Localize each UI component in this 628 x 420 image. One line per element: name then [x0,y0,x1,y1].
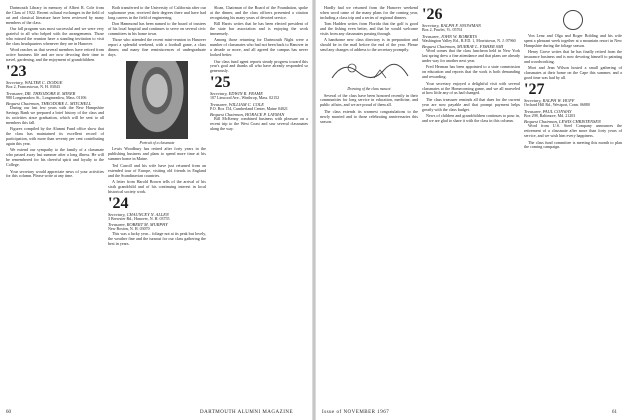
paragraph: Hardly had we returned from the Hanover weekend when word came of the many plans for the coming year, including a class trip and a series of regional dinners. [320,6,418,20]
paragraph: Fred Herman has been appointed to a state commission on education and reports that the work is both demanding and rewarding. [422,64,520,80]
page-number-left: 60 [6,410,11,415]
class-year-heading: '27 [524,81,545,99]
paragraph: The class treasurer reminds all that dues for the current year are now payable and that prompt payment helps greatly with the class budget. [422,96,520,112]
secretary-address: Box 2, Francestown, N. H. 03043 [6,83,60,89]
paragraph: Those who attended the recent mini-reunion in Hanover report a splendid weekend, with a football game, a class dinner, and many fine reminiscences of undergraduate days. [108,37,206,58]
treasurer-address: Box 298, Baltimore, Md. 21203 [524,112,576,118]
secretary-line: Secretary, CHAUNCEY N. ALLEN [108,211,169,217]
secretary-address: 107 Linwood Ave., Winthrop, Mass. 02152 [210,95,280,101]
paragraph: Von Lenz and Olga and Roger Bolding and his wife spent a pleasant week together at a mountain resort in New Hampshire during the foliage season. [524,33,622,48]
treasurer-line: Treasurer, JOHN W. ROBERTS [422,33,478,39]
paragraph: This was a lucky year... foliage not at its peak but lovely, the weather fine and the turnout for our class gathering the best in years. [108,230,206,246]
paragraph: Lewis Woodbury has retired after forty years in the publishing business and plans to spend more time at his summer home in Maine. [108,146,206,162]
treasurer-address: 980 Longmeadow St., Longmeadow, Mass. 01106 [6,94,87,100]
paragraph: Figures compiled by the Alumni Fund office show that the class has maintained its excellent record of participation, with more than seventy per cent contributing again this year. [6,126,104,146]
paragraph: Bill McKenny combined business with pleasure on a recent trip to the West Coast and saw several classmates along the way. [210,116,308,132]
paragraph: We extend our sympathy to the family of a classmate who passed away last summer after a long illness. He will be remembered for his cheerful spirit and loyalty to the College. [6,147,104,168]
secretary-line: Secretary, EDWIN R. FRAME [210,91,263,97]
footer-issue-date: Issue of NOVEMBER 1967 [322,410,390,415]
treasurer-line: Treasurer, DR. THEODORE R. MINER [6,90,76,96]
treasurer-line: Treasurer, PAUL CONWAY [524,108,572,114]
bequest-chairman-line: Bequest Chairman, HORACE P. LAYMAN [210,112,285,118]
secretary-line: Secretary, WALTER C. DODGE [6,79,63,85]
secretary-address: Orchard Hill Rd., Westport, Conn. 06880 [524,102,590,108]
paragraph: Our fall program was most successful and we were very grateful to all who helped with the arrangements. Those who missed the reunion have a standing invitation to visit the class headquarters whenever they are in Hanover. [6,26,104,46]
class-year-heading: '24 [108,194,129,212]
paragraph: Sloan, Chairman of the Board of the Foundation, spoke at the dinner, and the class officers presented a citation recognizing his many years of devoted service. [210,6,308,20]
treasurer-address: Washington Valley Rd., R.F.D. 1, Morristown, N. J. 07960 [422,37,516,43]
bequest-chairman-line: Bequest Chairman, LEWIS CHRISTENSEN [524,119,601,125]
paragraph: Both transferred to the University of California after our sophomore year, received their degrees there and have had long careers in the field of engineering. [108,6,206,20]
paragraph: Dartmouth Library in memory of Albert R. Cole from the Class of 1922. Recent cultural exchanges in the field of art and classical literature have been reviewed by many members of the class. [6,6,104,25]
treasurer-address: New Boston, N. H. 03070 [108,226,150,232]
paragraph: News of children and grandchildren continues to pour in, and we are glad to share it with the class in this column. [422,113,520,123]
paragraph: A letter from Harold Brown tells of the arrival of his sixth grandchild and of his continuing interest in local historical society work. [108,178,206,194]
treasurer-line: Treasurer, WILLIAM C. COLE [210,101,264,107]
secretary-line: Secretary, RALPH F. SNOWMAN [422,23,481,28]
paragraph: Word reaches us that several members have retired from active business life and are now devoting their time to travel, gardening, and the enjoyment of grandchildren. [6,47,104,63]
bequest-chairman-line: Bequest Chairman, MURRAY L. FISHER SMI [422,44,504,50]
bequest-chairman-line: Bequest Chairman, THEODORE L. MITCHELL [6,101,92,107]
paragraph: Tom Hadden writes from Florida that the golf is good and the fishing even better, and that he would welcome visits from any classmates passing through. [320,21,418,37]
paragraph: Word comes that the class luncheon held in New York last spring drew a fine attendance and that plans are already under way for another next year. [422,48,520,63]
column-3 [210,6,308,134]
column-2 [108,6,206,248]
column-5 [422,6,520,125]
football-illustration-icon [563,10,583,30]
class-year-heading: '26 [422,6,443,23]
photo-caption: Portrait of a classmate [139,141,175,146]
footer-magazine-title: DARTMOUTH ALUMNI MAGAZINE [200,410,294,415]
paragraph: Mort and Jean Wilson hosted a small gathering of classmates at their home on the Cape this summer, and a good time was had by all. [524,65,622,81]
paragraph: Several of the class have been honored recently in their communities for long service in education, medicine, and public affairs, and we are proud of them all. [320,92,418,108]
paragraph: A handsome new class directory is in preparation and should be in the mail before the end of the year. Please send any changes of address to the secretary promptly. [320,37,418,53]
paragraph: During our last few years with the New Hampshire Savings Bank we prepared a brief history of the class and its activities since graduation, which will be sent to all members this fall. [6,105,104,125]
sketch-drawing-icon [324,56,414,84]
paragraph: Word from U.S. Steel Company announces the retirement of a classmate after more than forty years of service, and we wish him every happiness. [524,123,622,139]
classmate-photo [126,61,188,139]
paragraph: Your secretary would appreciate news of your activities for this column. Please write at any time. [6,168,104,179]
treasurer-line: Treasurer, ROBERT M. MURPHY [108,222,168,228]
class-year-heading: '25 [210,74,231,92]
treasurer-address: P.O. Box 154, Cumberland Center, Maine 04021 [210,105,288,111]
secretary-address: Box 2, Pawlet, Vt. 05761 [422,27,463,32]
paragraph: Ted Carroll and his wife have just returned from an extended tour of Europe, visiting old friends in England and the Scandinavian countries. [108,162,206,178]
secretary-address: 3 Brewster Rd., Hanover, N. H. 03755 [108,215,170,221]
class-year-heading: '23 [6,62,27,80]
page-gutter [312,0,316,420]
mascot-sketch [324,56,414,84]
column-4 [320,6,418,126]
paragraph: The class extends its warmest congratulations to the newly married and to those celebrating anniversaries this season. [320,108,418,124]
paragraph: Among those returning for Dartmouth Night were a number of classmates who had not been back to Hanover in a decade or more, and all agreed the campus has never looked better. [210,37,308,58]
paragraph: Bill Harris writes that he has been elected president of the state bar association and is enjoying the work immensely. [210,21,308,37]
paragraph: Henry Grove writes that he has finally retired from the insurance business and is now devoting himself to painting and woodworking. [524,49,622,65]
paragraph: Don Hammond has been named to the board of trustees of his local hospital and continues to serve on several civic committees in his home town. [108,21,206,37]
paragraph: Your secretary enjoyed a delightful visit with several classmates at the Homecoming game, and we all marveled at how little any of us had changed. [422,80,520,96]
sketch-caption: Drawing of the class mascot [347,87,391,92]
paragraph: The class fund committee is meeting this month to plan the coming campaign. [524,139,622,150]
page-number-right: 61 [612,410,617,415]
paragraph: Our class fund agent reports steady progress toward this year's goal and thanks all who have already responded so generously. [210,58,308,74]
secretary-line: Secretary, RALPH W. HUFF [524,98,575,104]
column-1 [6,6,104,181]
column-6 [524,6,622,152]
